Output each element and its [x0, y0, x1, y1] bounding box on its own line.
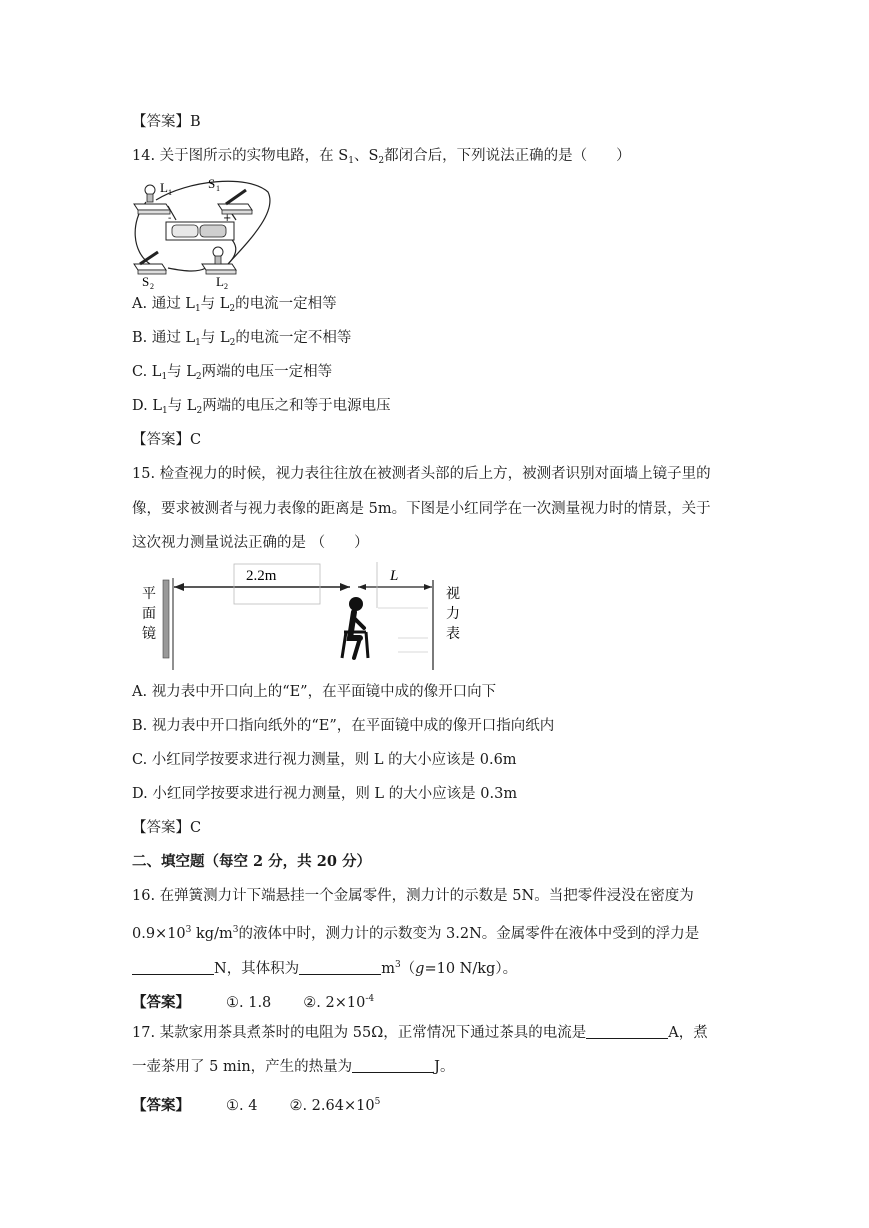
q14-answer: C [190, 432, 202, 448]
q15-stem-line2: 像，要求被测者与视力表像的距离是 5m。下图是小红同学在一次测量视力时的情景，关于 [132, 501, 711, 517]
q16-line2: $0.9\times 10^3$ $kg/m^3$的液体中时，测力计的示数变为 3.2N。金属零件在液体中受到的浮力是 [132, 925, 700, 942]
q16-line3: N，其体积为 $m^3(g=10$ N/kg）。 [132, 955, 517, 979]
mirror-label-3: 镜 [142, 626, 156, 642]
q17-line1: 17. 某款家用茶具煮茶时的电阻为 55Ω，正常情况下通过茶具的电流是 A，煮 [132, 1025, 708, 1041]
q16-blank-1[interactable] [132, 960, 214, 975]
seated-person-icon [342, 597, 368, 658]
chart-label-1: 视 [446, 586, 460, 602]
svg-text:2: 2 [150, 282, 154, 291]
mirror-label-1: 平 [142, 586, 156, 602]
q15-option-d: D. 小红同学按要求进行视力测量，则 L 的大小应该是 0.3m [132, 786, 518, 802]
mirror-label-2: 面 [142, 606, 156, 622]
q14-answer-line: 【答案】C [132, 432, 202, 448]
q14-option-a: A. 通过 $L_1$与 $L_2$的电流一定相等 [132, 296, 337, 314]
q14-option-b: B. 通过 $L_1$与 $L_2$的电流一定不相等 [132, 330, 352, 348]
q17-answer-1: ①. 4 [226, 1098, 258, 1114]
q15-option-c: C. 小红同学按要求进行视力测量，则 L 的大小应该是 0.6m [132, 752, 517, 768]
svg-text:1: 1 [216, 184, 220, 193]
q13-answer: B [190, 114, 201, 130]
q16-answer-line: 【答案】 ①. 1.8 ②. $2\times 10^{-4}$ [132, 994, 375, 1011]
distance-label: 2.2m [246, 568, 277, 584]
q16-blank-2[interactable] [299, 960, 381, 975]
svg-text:2: 2 [224, 282, 228, 291]
q15-stem-line1: 15. 检查视力的时候，视力表往往放在被测者头部的后上方，被测者识别对面墙上镜子里的 [132, 466, 711, 482]
q17-blank-2[interactable] [352, 1058, 434, 1073]
l-label: L [390, 568, 399, 584]
q14-option-c: C. $L_1$与 $L_2$两端的电压一定相等 [132, 364, 333, 382]
q16-line1: 16. 在弹簧测力计下端悬挂一个金属零件，测力计的示数是 5N。当把零件浸没在密度为 [132, 888, 694, 904]
answer-label: 【答案】 [132, 114, 190, 130]
q14-option-d: D. $L_1$与 $L_2$两端的电压之和等于电源电压 [132, 398, 391, 416]
q15-option-a: A. 视力表中开口向上的“E”，在平面镜中成的像开口向下 [132, 684, 497, 700]
chart-label-3: 表 [446, 626, 460, 642]
q15-answer-line: 【答案】C [132, 820, 202, 836]
q16-answer-2: ②. 2×10 [303, 995, 366, 1011]
q17-line2: 一壶茶用了 5 min，产生的热量为 J。 [132, 1059, 455, 1075]
q15-vision-figure [128, 560, 478, 672]
q14-circuit-figure [128, 172, 278, 292]
section-2-title: 二、填空题（每空 2 分，共 20 分） [132, 853, 371, 870]
q17-blank-1[interactable] [586, 1024, 668, 1039]
q15-answer: C [190, 820, 202, 836]
battery-plus: + [223, 213, 232, 224]
q13-answer-line [132, 112, 201, 132]
l1-label: L [160, 180, 168, 195]
battery-minus: - [168, 213, 172, 224]
chart-label-2: 力 [446, 606, 460, 622]
q17-answer-line: 【答案】 ①. 4 ②. $2.64\times 10^5$ [132, 1097, 381, 1114]
svg-text:1: 1 [168, 188, 172, 197]
l2-label: L [216, 274, 224, 289]
q15-stem-line3: 这次视力测量说法正确的是 （ ） [132, 535, 369, 551]
s1-label: S [208, 176, 216, 191]
q14-stem: 14. 关于图所示的实物电路，在 $S_1$、$S_2$都闭合后，下列说法正确的是（ ） [132, 148, 631, 166]
s2-label: S [142, 274, 150, 289]
q16-answer-1: ①. 1.8 [226, 995, 272, 1011]
q17-answer-2: ②. 2.64×10 [289, 1098, 375, 1114]
q15-option-b: B. 视力表中开口指向纸外的“E”，在平面镜中成的像开口指向纸内 [132, 718, 555, 734]
